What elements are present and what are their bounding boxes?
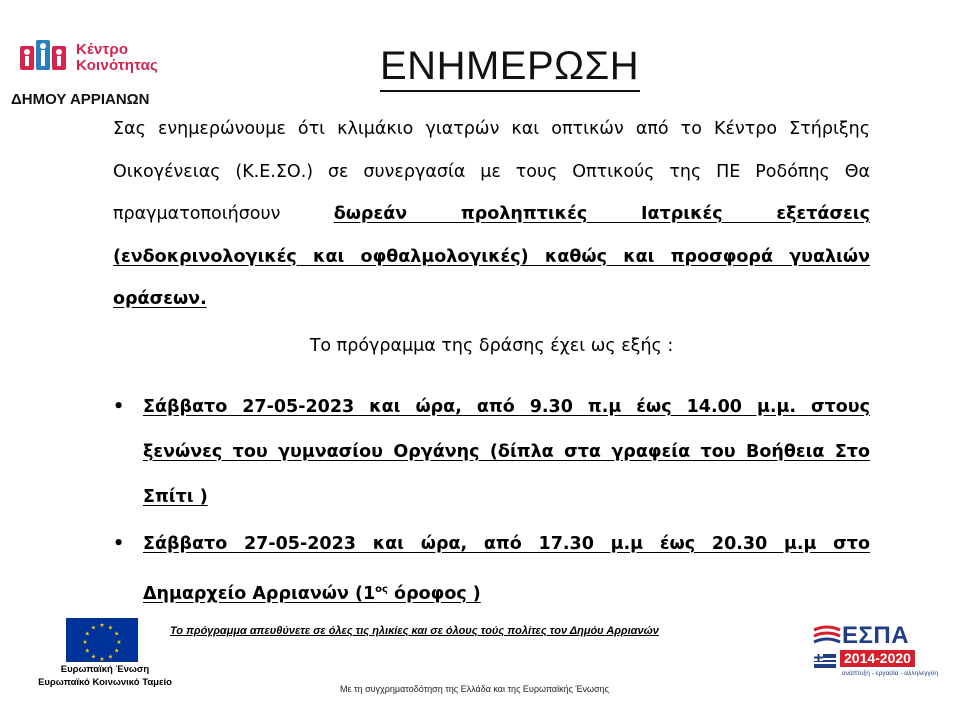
intro-line-3 [113, 193, 870, 236]
intro-line-2: Οικογένειας (Κ.Ε.ΣΟ.) σε συνεργασία με τους Οπτικούς της ΠΕ Ροδόπης Θα [113, 161, 870, 182]
intro-line-4: (ενδοκρινολογικές και οφθαλμολογικές) καθώς και προσφορά γυαλιών [113, 246, 870, 267]
espa-logo [812, 622, 938, 684]
eu-flag-icon [66, 618, 138, 662]
espa-tagline: ανάπτυξη - εργασία - αλληλεγγύη [842, 670, 938, 677]
svg-text:★: ★ [114, 630, 120, 638]
bullet-1-line-1: Σάββατο 27-05-2023 και ώρα, από 9.30 π.μ έως 14.00 μ.μ. στους [143, 397, 870, 417]
list-item [113, 522, 870, 617]
logo-line-2: Κοινότητας [76, 57, 159, 74]
intro-paragraph [113, 108, 870, 367]
ordinal-superscript: ος [375, 584, 388, 595]
logo-text [76, 42, 158, 74]
svg-text:★: ★ [99, 622, 105, 629]
bullet-icon: • [113, 397, 125, 417]
svg-text:★: ★ [90, 653, 97, 661]
bullet-2-line-2-after: όροφος ) [387, 584, 481, 604]
bullet-1-line-3: Σπίτι ) [143, 487, 208, 507]
bullet-2-line-1: Σάββατο 27-05-2023 και ώρα, από 17.30 μ.μ έως 20.30 μ.μ στο [143, 534, 870, 554]
title-underline [380, 90, 640, 92]
eu-caption-line-2: Ευρωπαϊκό Κοινωνικό Ταμείο [38, 677, 172, 688]
schedule-list [113, 385, 870, 617]
svg-text:★: ★ [84, 647, 90, 655]
list-item [113, 385, 870, 520]
eu-caption [20, 663, 190, 689]
svg-text:★: ★ [90, 624, 97, 632]
cofunding-note: Με τη συγχρηματοδότηση της Ελλάδα και της Ευρωπαϊκής Ένωσης [340, 684, 609, 694]
espa-years: 2014-2020 [840, 650, 915, 667]
intro-line-3-emphasis: δωρεάν προληπτικές Ιατρικές εξετάσεις [333, 204, 871, 224]
eu-caption-line-1: Ευρωπαϊκή Ένωση [60, 664, 150, 675]
svg-text:★: ★ [107, 624, 114, 632]
audience-notice: Το πρόγραμμα απευθύνετε σε όλες τις ηλικίες και σε όλους τούς πολίτες τον Δημόυ Αρριανών [170, 625, 659, 637]
svg-text:★: ★ [82, 639, 88, 646]
espa-logo-icon [812, 624, 842, 670]
municipality-name: ΔΗΜΟΥ ΑΡΡΙΑΝΩΝ [11, 91, 150, 108]
bullet-2-line-2-before: Δημαρχείο Αρριανών (1 [143, 584, 376, 604]
intro-line-3-plain: πραγματοποιήσουν [113, 204, 334, 224]
bullet-2-line-2 [143, 584, 481, 604]
svg-text:★: ★ [114, 647, 120, 655]
community-center-logo-icon [20, 38, 74, 72]
svg-text:★: ★ [99, 656, 105, 662]
intro-line-5: οράσεων. [113, 289, 207, 309]
schedule-intro: Το πρόγραμμα της δράσης έχει ως εξής : [309, 335, 674, 356]
svg-text:★: ★ [116, 639, 122, 646]
page-title: ΕΝΗΜΕΡΩΣΗ [380, 44, 640, 88]
bullet-1-line-2: ξενώνες του γυμνασίου Οργάνης (δίπλα στα γραφεία του Βοήθεια Στο [143, 442, 870, 462]
logo-line-1: Κέντρο [76, 41, 129, 58]
svg-text:★: ★ [84, 630, 90, 638]
svg-text:★: ★ [107, 653, 114, 661]
espa-title: ΕΣΠΑ [842, 622, 910, 649]
bullet-icon: • [113, 534, 125, 554]
intro-line-1: Σας ενημερώνουμε ότι κλιμάκιο γιατρών και οπτικών από το Κέντρο Στήριξης [113, 119, 870, 139]
community-center-logo [20, 38, 180, 78]
